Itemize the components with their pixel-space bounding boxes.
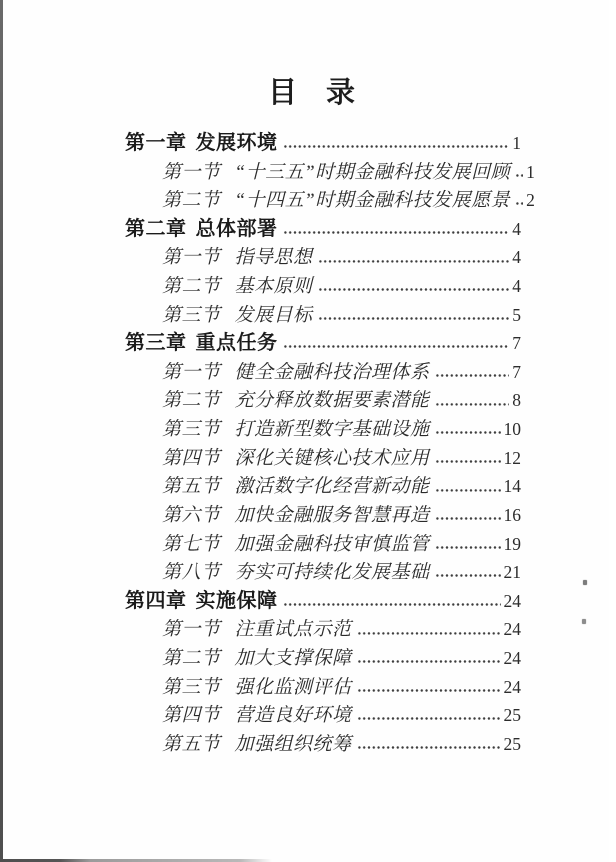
entry-page-number: 4 xyxy=(512,247,521,268)
dot-leader xyxy=(357,621,501,635)
dot-leader xyxy=(435,507,501,521)
toc-entry-section xyxy=(125,730,521,759)
entry-title: 加快金融服务智慧再造 xyxy=(234,504,430,526)
entry-label: 第二节 xyxy=(162,276,221,298)
toc-entry-section xyxy=(125,501,521,530)
entry-label: 第三节 xyxy=(162,419,221,441)
entry-page-number: 25 xyxy=(503,705,521,726)
toc-entry-section xyxy=(125,444,521,473)
entry-page-number: 25 xyxy=(503,733,521,754)
dot-leader xyxy=(435,421,501,435)
entry-label: 第一章 xyxy=(125,132,187,154)
toc-entry-section xyxy=(125,272,521,301)
entry-page-number: 24 xyxy=(503,676,521,697)
entry-title: 加大支撑保障 xyxy=(234,647,352,669)
toc-entry-section xyxy=(125,615,521,644)
entry-title: 强化监测评估 xyxy=(234,676,352,698)
toc-entry-chapter xyxy=(125,215,521,244)
dot-leader xyxy=(357,736,501,750)
entry-title: 重点任务 xyxy=(195,332,278,355)
entry-title: 打造新型数字基础设施 xyxy=(234,419,430,441)
dot-leader xyxy=(435,392,510,406)
entry-page-number: 24 xyxy=(503,647,521,668)
entry-label: 第四章 xyxy=(125,589,187,612)
dot-leader xyxy=(283,335,510,349)
entry-title: 健全金融科技治理体系 xyxy=(234,361,430,383)
toc-entry-chapter xyxy=(125,129,521,158)
scan-speck xyxy=(583,580,587,585)
entry-title: 充分释放数据要素潜能 xyxy=(234,390,430,412)
dot-leader xyxy=(515,164,523,178)
toc-entry-section xyxy=(125,701,521,730)
dot-leader xyxy=(318,249,510,263)
entry-page-number: 4 xyxy=(512,218,521,239)
toc-entry-section xyxy=(125,243,521,272)
entry-title: 加强组织统筹 xyxy=(234,733,352,755)
entry-title: “十四五”时期金融科技发展愿景 xyxy=(234,190,511,212)
dot-leader xyxy=(357,650,501,664)
entry-page-number: 8 xyxy=(512,390,521,411)
toc-entry-section xyxy=(125,673,521,702)
entry-label: 第二节 xyxy=(162,190,221,212)
toc-entry-section xyxy=(125,301,521,330)
dot-leader xyxy=(357,679,501,693)
toc-entry-section xyxy=(125,186,535,215)
entry-page-number: 12 xyxy=(503,447,521,468)
dot-leader xyxy=(515,192,523,206)
entry-label: 第五节 xyxy=(162,476,221,498)
entry-page-number: 7 xyxy=(512,361,521,382)
dot-leader xyxy=(435,564,501,578)
entry-label: 第一节 xyxy=(162,161,221,183)
dot-leader xyxy=(283,221,510,235)
entry-label: 第三节 xyxy=(162,304,221,326)
entry-title: “十三五”时期金融科技发展回顾 xyxy=(234,161,511,183)
entry-title: 实施保障 xyxy=(195,589,278,612)
dot-leader xyxy=(435,364,510,378)
entry-title: 激活数字化经营新动能 xyxy=(234,476,430,498)
dot-leader xyxy=(283,135,510,149)
entry-title: 发展目标 xyxy=(234,304,313,326)
dot-leader xyxy=(318,278,510,292)
entry-title: 营造良好环境 xyxy=(234,705,352,727)
entry-label: 第七节 xyxy=(162,533,221,555)
scan-speck xyxy=(582,619,586,624)
entry-page-number: 1 xyxy=(512,133,521,153)
toc-entry-section xyxy=(125,558,521,587)
entry-title: 注重试点示范 xyxy=(234,619,352,641)
entry-title: 加强金融科技审慎监管 xyxy=(234,533,430,555)
entry-page-number: 24 xyxy=(503,590,521,611)
entry-label: 第三节 xyxy=(162,676,221,698)
toc-entry-section xyxy=(125,472,521,501)
entry-page-number: 4 xyxy=(512,276,521,297)
toc-entry-section xyxy=(125,644,521,673)
entry-label: 第一节 xyxy=(162,619,221,641)
entry-label: 第二节 xyxy=(162,390,221,412)
entry-page-number: 2 xyxy=(526,190,535,211)
entry-label: 第三章 xyxy=(125,332,187,355)
dot-leader xyxy=(435,478,501,492)
entry-label: 第一节 xyxy=(162,361,221,383)
entry-label: 第五节 xyxy=(162,733,221,755)
entry-title: 指导思想 xyxy=(234,247,313,269)
toc-entry-chapter xyxy=(125,329,521,358)
entry-title: 夯实可持续化发展基础 xyxy=(234,562,430,584)
dot-leader xyxy=(435,536,501,550)
entry-page-number: 7 xyxy=(512,333,521,354)
dot-leader xyxy=(435,450,501,464)
toc-entry-chapter xyxy=(125,587,521,616)
toc-entry-section xyxy=(125,358,521,387)
entry-title: 发展环境 xyxy=(195,132,278,154)
entry-label: 第六节 xyxy=(162,504,221,526)
entry-page-number: 21 xyxy=(503,562,521,583)
toc-entry-section xyxy=(125,386,521,415)
entry-label: 第二节 xyxy=(162,647,221,669)
entry-label: 第一节 xyxy=(162,247,221,269)
dot-leader xyxy=(318,307,510,321)
entry-page-number: 19 xyxy=(503,533,521,554)
entry-label: 第二章 xyxy=(125,217,187,240)
entry-page-number: 24 xyxy=(503,619,521,640)
entry-page-number: 5 xyxy=(512,304,521,325)
entry-title: 总体部署 xyxy=(195,217,278,240)
entry-page-number: 10 xyxy=(503,419,521,440)
entry-title: 深化关键核心技术应用 xyxy=(234,447,430,469)
toc-entry-section xyxy=(125,158,535,187)
page-title: 目 录 xyxy=(267,77,355,109)
entry-page-number: 16 xyxy=(503,504,521,525)
toc-entry-section xyxy=(125,530,521,559)
entry-page-number: 14 xyxy=(503,476,521,497)
scan-edge-left xyxy=(0,0,3,862)
toc-list xyxy=(125,129,535,758)
dot-leader xyxy=(357,707,501,721)
entry-title: 基本原则 xyxy=(234,276,313,298)
toc-entry-section xyxy=(125,415,521,444)
entry-label: 第八节 xyxy=(162,562,221,584)
dot-leader xyxy=(283,593,501,607)
entry-label: 第四节 xyxy=(162,447,221,469)
entry-page-number: 1 xyxy=(526,161,535,182)
entry-label: 第四节 xyxy=(162,705,221,727)
